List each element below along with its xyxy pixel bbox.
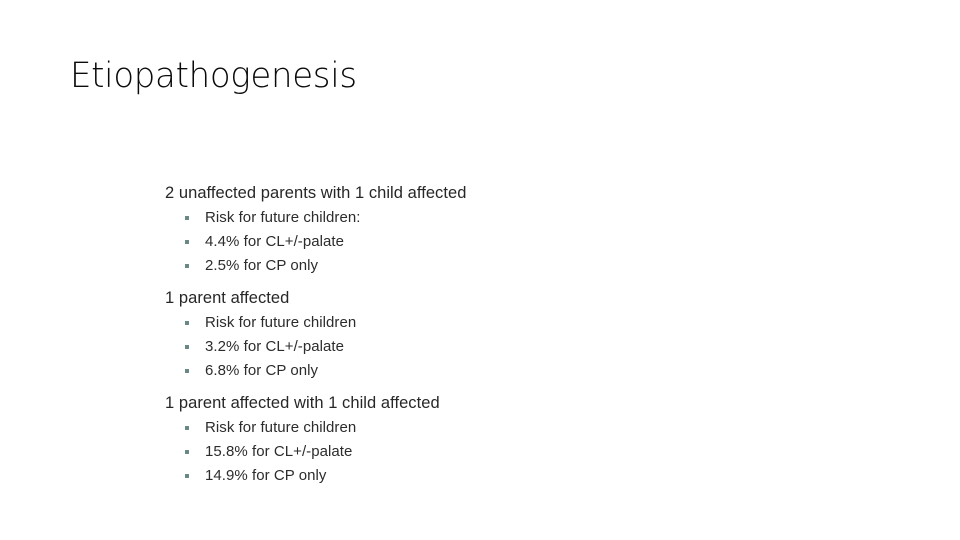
list-item — [163, 416, 583, 440]
square-bullet-icon — [185, 345, 189, 349]
list-item-label: 4.4% for CL+/-palate — [205, 233, 344, 250]
square-bullet-icon — [185, 321, 189, 325]
square-bullet-icon — [185, 450, 189, 454]
list-item — [163, 254, 583, 278]
list-item — [163, 311, 583, 335]
list-item-label: 6.8% for CP only — [205, 362, 319, 379]
list-item — [163, 206, 583, 230]
square-bullet-icon — [185, 474, 189, 478]
list-item-label: 3.2% for CL+/-palate — [205, 338, 344, 355]
list-item-label: 15.8% for CL+/-palate — [205, 443, 353, 460]
square-bullet-icon — [185, 369, 189, 373]
list-item-label: Risk for future children — [205, 314, 357, 331]
risk-bullet-list — [163, 206, 583, 278]
square-bullet-icon — [185, 240, 189, 244]
list-item-label: Risk for future children — [205, 419, 357, 436]
risk-group — [163, 392, 583, 488]
risk-group — [163, 287, 583, 383]
risk-group — [163, 182, 583, 278]
risk-bullet-list — [163, 311, 583, 383]
page-title: Etiopathogenesis — [70, 56, 357, 96]
list-item — [163, 464, 583, 488]
list-item-label: 2.5% for CP only — [205, 257, 319, 274]
risk-group-heading: 1 parent affected — [165, 289, 290, 307]
list-item — [163, 440, 583, 464]
list-item-label: Risk for future children: — [205, 209, 361, 226]
risk-group-heading: 2 unaffected parents with 1 child affected — [165, 184, 467, 202]
square-bullet-icon — [185, 264, 189, 268]
square-bullet-icon — [185, 426, 189, 430]
list-item — [163, 230, 583, 254]
risk-bullet-list — [163, 416, 583, 488]
risk-group-heading: 1 parent affected with 1 child affected — [165, 394, 440, 412]
list-item-label: 14.9% for CP only — [205, 467, 327, 484]
list-item — [163, 359, 583, 383]
list-item — [163, 335, 583, 359]
content-body — [163, 182, 583, 488]
square-bullet-icon — [185, 216, 189, 220]
